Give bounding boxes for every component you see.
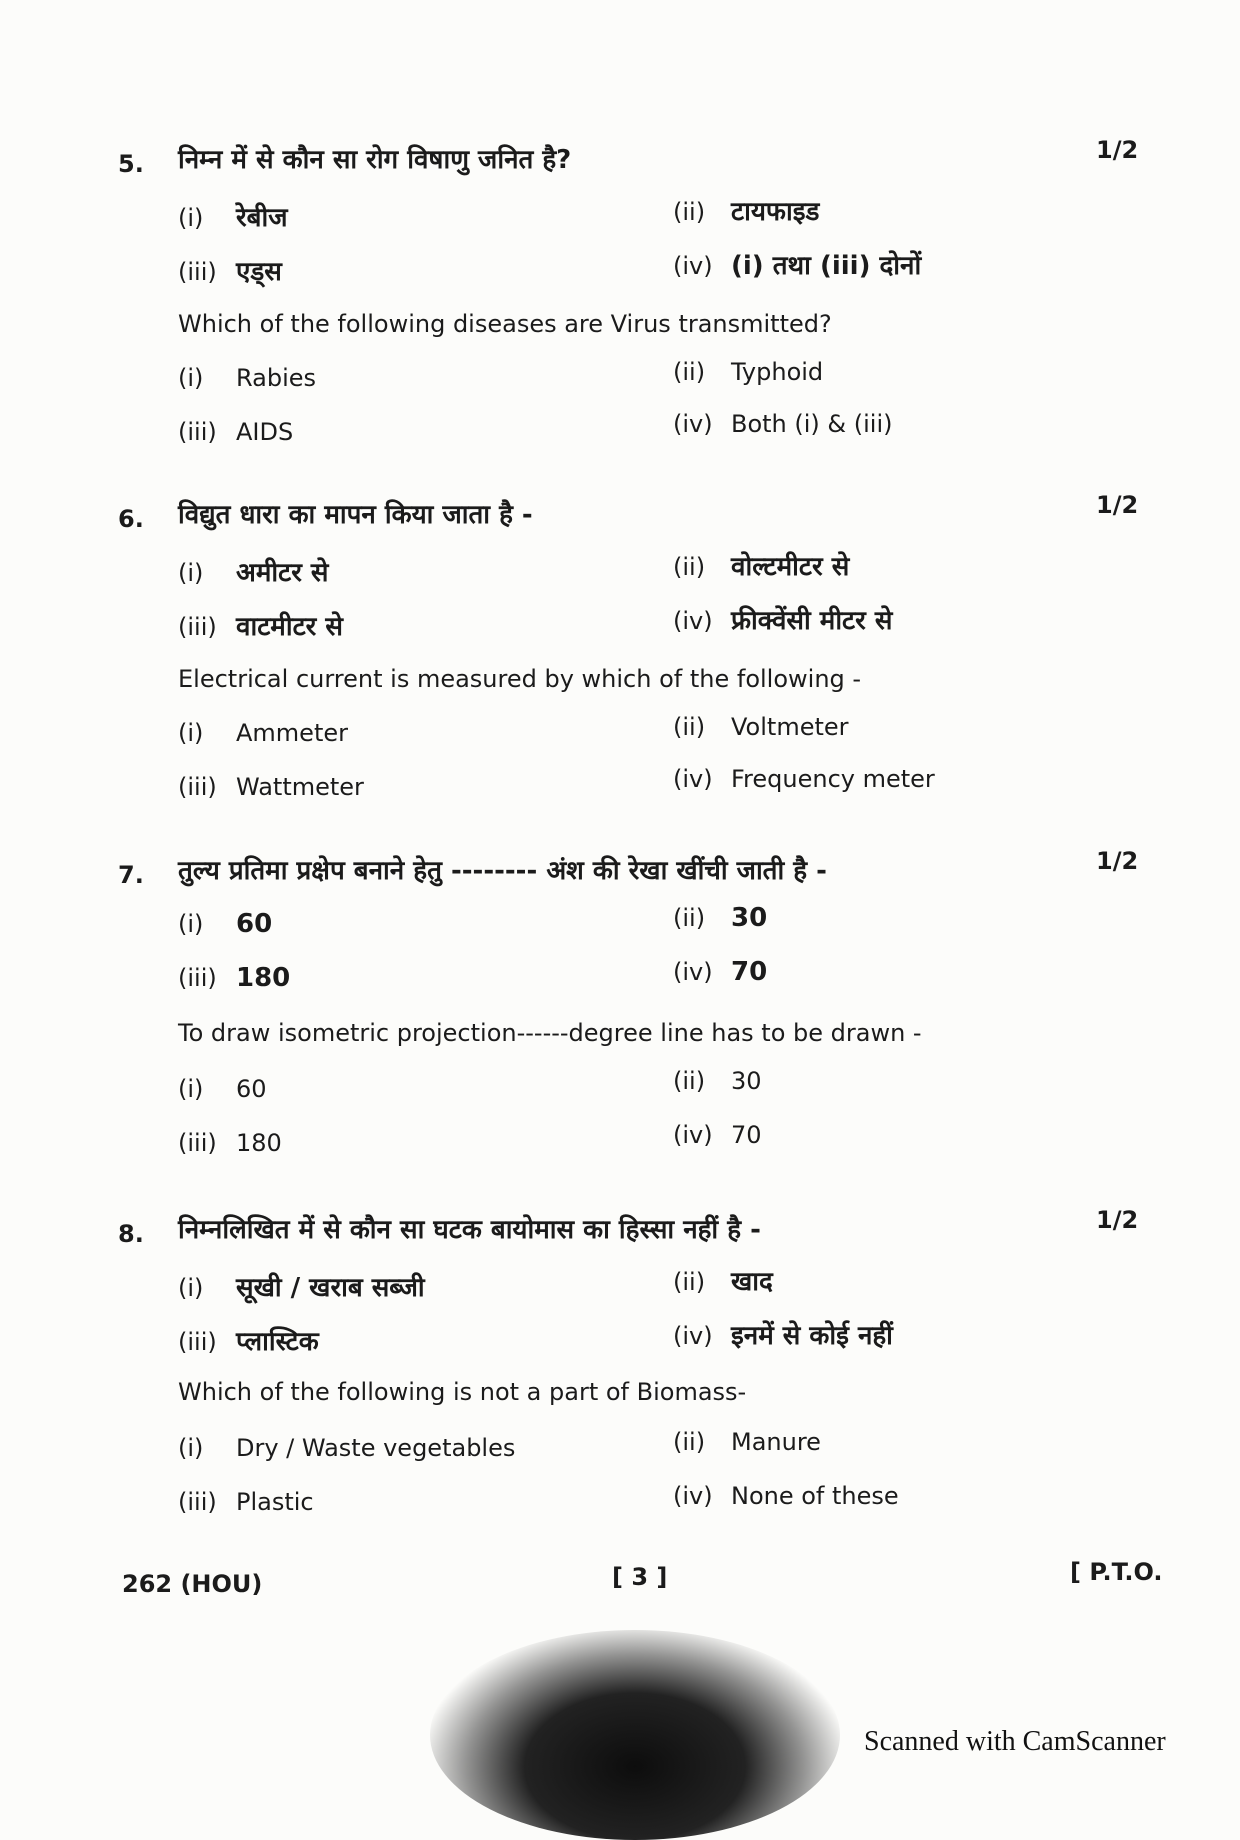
option-english-i: (i) Dry / Waste vegetables (178, 1434, 516, 1462)
paper-code: 262 (HOU) (122, 1570, 263, 1598)
option-hindi-iv: (iv) (i) तथा (iii) दोनों (673, 251, 922, 281)
question-text-english: Electrical current is measured by which of the following - (178, 665, 862, 693)
option-english-iii: (iii) 180 (178, 1129, 282, 1157)
question-number: 6. (118, 505, 144, 533)
pto-label: [ P.T.O. (1070, 1558, 1163, 1586)
option-hindi-iv: (iv) 70 (673, 957, 768, 987)
option-english-iii: (iii) Plastic (178, 1488, 314, 1516)
scan-shadow (430, 1630, 840, 1840)
question-text-hindi: निम्नलिखित में से कौन सा घटक बायोमास का हिस्सा नहीं है - (178, 1215, 761, 1245)
question-number: 5. (118, 150, 144, 178)
question-text-hindi: तुल्य प्रतिमा प्रक्षेप बनाने हेतु -------- अंश की रेखा खींची जाती है - (178, 856, 827, 886)
option-hindi-iii: (iii) वाटमीटर से (178, 612, 343, 642)
option-english-iii: (iii) Wattmeter (178, 773, 364, 801)
option-english-ii: (ii) Voltmeter (673, 713, 849, 741)
question-marks: 1/2 (1096, 847, 1139, 875)
question-text-hindi: निम्न में से कौन सा रोग विषाणु जनित है? (178, 145, 572, 175)
option-english-iv: (iv) None of these (673, 1482, 899, 1510)
question-marks: 1/2 (1096, 491, 1139, 519)
option-hindi-ii: (ii) 30 (673, 903, 768, 933)
option-hindi-i: (i) सूखी / खराब सब्जी (178, 1273, 425, 1303)
option-hindi-i: (i) रेबीज (178, 203, 288, 233)
question-marks: 1/2 (1096, 136, 1139, 164)
question-text-english: To draw isometric projection------degree line has to be drawn - (178, 1019, 922, 1047)
option-english-iv: (iv) 70 (673, 1121, 762, 1149)
option-english-i: (i) Ammeter (178, 719, 348, 747)
option-english-iv: (iv) Frequency meter (673, 765, 935, 793)
camscanner-watermark: Scanned with CamScanner (864, 1726, 1166, 1757)
question-text-english: Which of the following diseases are Virus transmitted? (178, 310, 832, 338)
option-hindi-ii: (ii) वोल्टमीटर से (673, 552, 850, 582)
option-english-ii: (ii) 30 (673, 1067, 762, 1095)
option-english-iii: (iii) AIDS (178, 418, 294, 446)
option-hindi-iv: (iv) फ्रीक्वेंसी मीटर से (673, 606, 893, 636)
question-text-english: Which of the following is not a part of Biomass- (178, 1378, 747, 1406)
option-hindi-i: (i) 60 (178, 909, 273, 939)
option-english-ii: (ii) Manure (673, 1428, 821, 1456)
option-hindi-ii: (ii) खाद (673, 1267, 773, 1297)
question-number: 7. (118, 861, 144, 889)
option-hindi-iii: (iii) एड्स (178, 257, 282, 287)
option-english-i: (i) Rabies (178, 364, 317, 392)
option-hindi-iv: (iv) इनमें से कोई नहीं (673, 1321, 893, 1351)
option-hindi-iii: (iii) 180 (178, 963, 291, 993)
page-number: [ 3 ] (612, 1563, 668, 1591)
option-english-i: (i) 60 (178, 1075, 267, 1103)
option-english-ii: (ii) Typhoid (673, 358, 824, 386)
option-english-iv: (iv) Both (i) & (iii) (673, 410, 893, 438)
question-text-hindi: विद्युत धारा का मापन किया जाता है - (178, 500, 533, 530)
question-marks: 1/2 (1096, 1206, 1139, 1234)
option-hindi-ii: (ii) टायफाइड (673, 197, 820, 227)
option-hindi-iii: (iii) प्लास्टिक (178, 1327, 319, 1357)
question-number: 8. (118, 1220, 144, 1248)
option-hindi-i: (i) अमीटर से (178, 558, 329, 588)
